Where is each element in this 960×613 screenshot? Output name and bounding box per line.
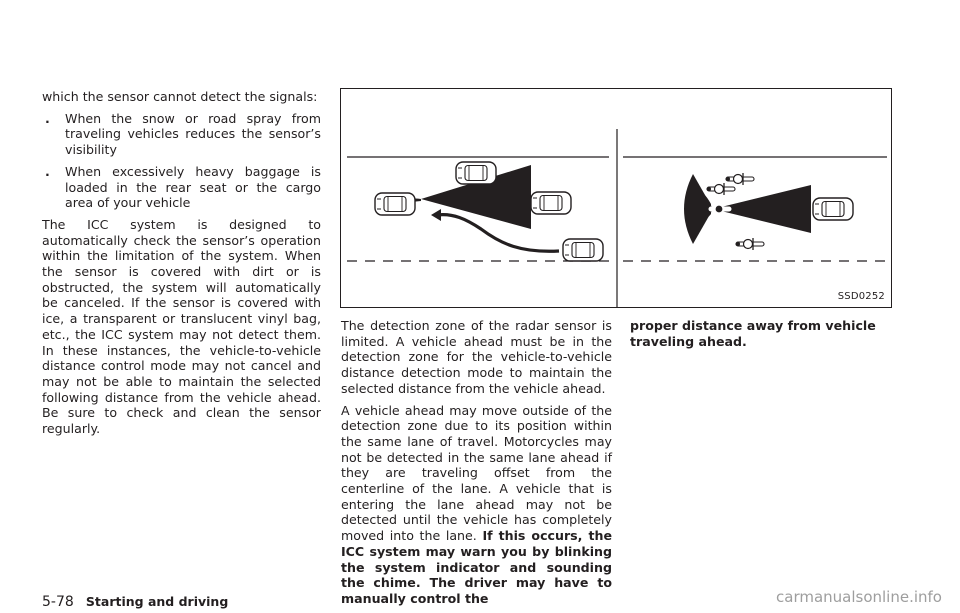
- own-vehicle-left: [375, 193, 415, 215]
- vehicle-ahead-right: [531, 192, 571, 214]
- paragraph-text: A vehicle ahead may move outside of the detection zone due to its position within the same lane of travel. Motorcycles may not be detected in the same lane ahead if they are traveling offset from the centerline of the lane. A vehicle that is entering the lane ahead may not be detected until the vehicle has completely moved into the lane.: [341, 402, 612, 544]
- path-outline: [437, 215, 559, 252]
- warning-continuation: proper distance away from vehicle traveling ahead.: [630, 318, 876, 349]
- bullet-text: When excessively heavy baggage is loaded in the rear seat or the cargo area of your vehicle: [65, 163, 321, 211]
- right-column: [630, 318, 910, 355]
- motorcycle-icon: [736, 238, 764, 250]
- page-footer: [42, 594, 228, 610]
- travel-path: [437, 215, 559, 252]
- detection-zone-paragraph: The detection zone of the radar sensor is limited. A vehicle ahead must be in the detection zone for the vehicle-to-vehicle distance detection mode to maintain the selected distance from the vehicle ahead.: [341, 318, 612, 396]
- detection-zone-illustration: [341, 89, 891, 307]
- intro-text: which the sensor cannot detect the signals:: [42, 89, 318, 104]
- vehicle-ahead-paragraph: [341, 403, 612, 607]
- section-title: Starting and driving: [85, 594, 229, 609]
- own-vehicle-right: [813, 198, 853, 220]
- sensor-check-paragraph: The ICC system is designed to automatically check the sensor’s operation within the limitation of the system. When the sensor is covered with dirt or is obstructed, the system will automatically be canceled. If the sensor is covered with ice, a transparent or translucent vinyl bag, etc., the ICC system may not detect them. In these instances, the vehicle-to-vehicle distance control mode may not cancel and may not be able to maintain the selected following distance from the vehicle ahead. Be sure to check and clean the sensor regularly.: [42, 216, 321, 437]
- bullet-item: [42, 164, 321, 211]
- warning-text: If this occurs, the ICC system may warn you by blinking the system indicator and sounding the chime. The driver may have to manually control the: [341, 528, 612, 606]
- bullet-mark: .: [45, 163, 50, 179]
- middle-column: [341, 318, 612, 613]
- watermark: carmanualsonline.info: [776, 588, 942, 606]
- vehicle-ahead-left: [456, 162, 496, 184]
- bullet-mark: .: [45, 110, 50, 126]
- left-column: [42, 89, 321, 443]
- path-arrowhead: [431, 209, 441, 221]
- page-number: 5-78: [42, 594, 74, 610]
- entering-vehicle: [563, 239, 603, 261]
- motorcycle-icon: [726, 173, 754, 185]
- figure-code: SSD0252: [837, 291, 885, 302]
- detection-zone-figure: [340, 88, 892, 308]
- bullet-item: [42, 111, 321, 158]
- bullet-text: When the snow or road spray from traveling vehicles reduces the sensor’s visibility: [65, 110, 321, 158]
- motorcycle-icon: [707, 183, 735, 195]
